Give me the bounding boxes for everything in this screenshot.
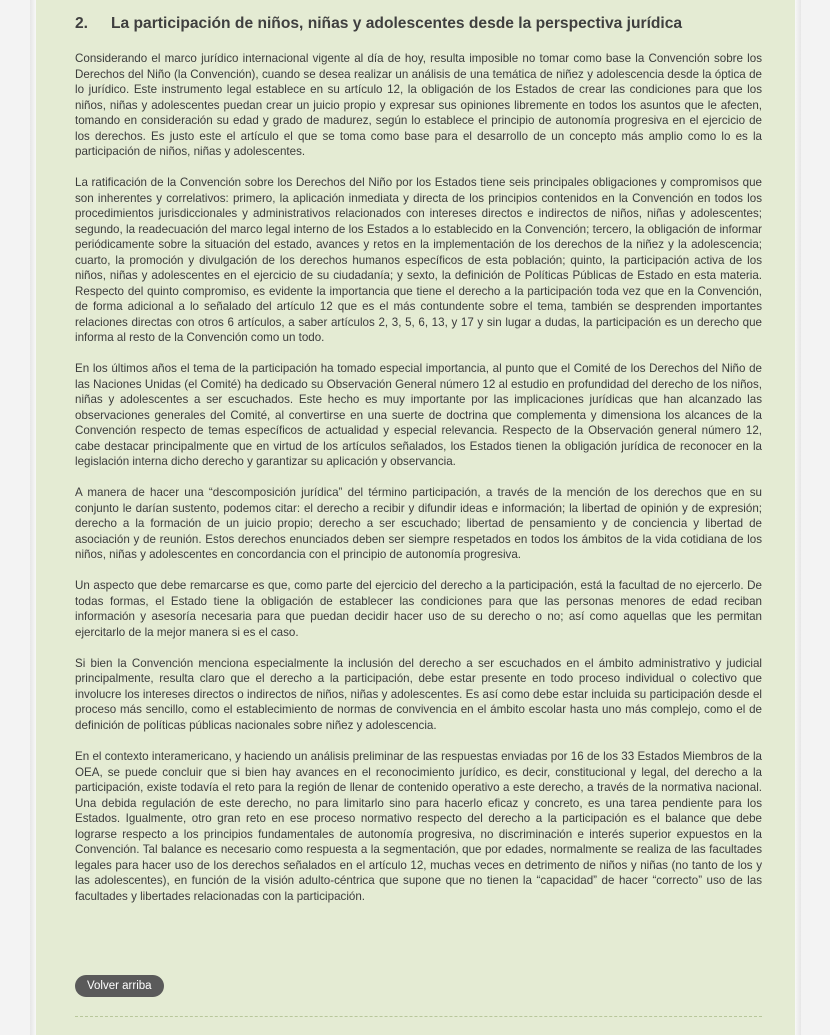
paragraph-5: Un aspecto que debe remarcarse es que, como parte del ejercicio del derecho a la participación, está la facultad de no ejercerlo. De todas formas, el Estado tiene la obligación de establecer las condiciones para que las personas menores de edad reciban información y asesoría necesaria para que puedan decidir hacer uso de su derecho o no; así como aquellas que les permitan ejercitarlo de la mejor manera si es el caso. xyxy=(75,579,762,639)
paragraph-1: Considerando el marco jurídico internacional vigente al día de hoy, resulta imposible no tomar como base la Convención sobre los Derechos del Niño (la Convención), cuando se desea realizar un análisis de una temática de niñez y adolescencia desde la óptica de lo jurídico. Este instrumento legal establece en su artículo 12, la obligación de los Estados de crear las condiciones para que los niños, niñas y adolescentes puedan crear un juicio propio y expresar sus opiniones libremente en todos los asuntos que le afecten, tomando en consideración su edad y grado de madurez, según lo establece el principio de autonomía progresiva en el ejercicio de los derechos. Es justo este el artículo el que se toma como base para el desarrollo de un concepto más amplio como lo es la participación de niños, niñas y adolescentes. xyxy=(75,52,762,158)
section-heading xyxy=(75,14,762,34)
back-to-top-button[interactable]: Volver arriba xyxy=(75,975,164,997)
article-section xyxy=(75,14,762,920)
section-number: 2. xyxy=(75,15,89,32)
section-title: La participación de niños, niñas y adolescentes desde la perspectiva jurídica xyxy=(111,15,683,32)
paragraph-4: A manera de hacer una “descomposición jurídica” del término participación, a través de la mención de los derechos que en su conjunto le darían sustento, podemos citar: el derecho a recibir y difundir ideas e información; la libertad de opinión y de expresión; derecho a la formación de un juicio propio; derecho a ser escuchado; libertad de pensamiento y de conciencia y libertad de asociación y de reunión. Estos derechos enunciados deben ser siempre respetados en todos los ámbitos de la vida cotidiana de los niños, niñas y adolescentes en concordancia con el principio de autonomía progresiva. xyxy=(75,486,762,562)
paragraph-6: Si bien la Convención menciona especialmente la inclusión del derecho a ser escuchados en el ámbito administrativo y judicial principalmente, resulta claro que el derecho a la participación, debe estar presente en todo proceso individual o colectivo que involucre los intereses directos o indirectos de niños, niñas y adolescentes. Es así como debe estar incluida su participación desde el proceso más sencillo, como el establecimiento de normas de convivencia en el ámbito escolar hasta uno más complejo, como el de definición de políticas públicas nacionales sobre niñez y adolescencia. xyxy=(75,656,762,732)
paragraph-3: En los últimos años el tema de la participación ha tomado especial importancia, al punto que el Comité de los Derechos del Niño de las Naciones Unidas (el Comité) ha dedicado su Observación General número 12 al estudio en profundidad del derecho de los niños, niñas y adolescentes a ser escuchados. Este hecho es muy importante por las implicaciones jurídicas que han alcanzado las observaciones generales del Comité, al convertirse en una suerte de doctrina que complementa y dimensiona los alcances de la Convención respecto de temas específicos de actualidad y especial relevancia. Respecto de la Observación general número 12, cabe destacar principalmente que en virtud de los artículos señalados, los Estados tienen la obligación jurídica de reconocer en la legislación interna dicho derecho y garantizar su aplicación y observancia. xyxy=(75,362,762,469)
paragraph-7: En el contexto interamericano, y haciendo un análisis preliminar de las respuestas enviadas por 16 de los 33 Estados Miembros de la OEA, se puede concluir que si bien hay avances en el reconocimiento jurídico, es decir, constitucional y legal, del derecho a la participación, existe todavía el reto para la región de llenar de contenido operativo a este derecho, a través de la normativa nacional. Una debida regulación de este derecho, no para limitarlo sino para hacerlo eficaz y concreto, es una tarea pendiente para los Estados. Igualmente, otro gran reto en ese proceso normativo respecto del derecho a la participación es el balance que debe lograrse respecto a los principios fundamentales de autonomía progresiva, no discriminación e interés superior expuestos en la Convención. Tal balance es necesario como respuesta a la segmentación, que por edades, normalmente se realiza de las facultades legales para hacer uso de los derechos señalados en el artículo 12, muchas veces en detrimento de niños y niñas (no tanto de los y las adolescentes), en función de la visión adulto-céntrica que supone que no tienen la “capacidad” de hacer “correcto” uso de las facultades y libertades relacionadas con la participación. xyxy=(75,750,762,903)
paragraph-2: La ratificación de la Convención sobre los Derechos del Niño por los Estados tiene seis principales obligaciones y compromisos que son inherentes y correlativos: primero, la aplicación inmediata y directa de los principios contenidos en la Convención en todos los procedimientos jurisdiccionales y administrativos relacionados con intereses directos e indirectos de niños, niñas y adolescentes; segundo, la readecuación del marco legal interno de los Estados a lo establecido en la Convención; tercero, la obligación de informar periódicamente sobre la situación del estado, avances y retos en la implementación de los derechos de la niñez y la adolescencia; cuarto, la promoción y divulgación de los derechos humanos específicos de esta población; quinto, la participación activa de los niños, niñas y adolescentes en el ejercicio de su ciudadanía; y sexto, la definición de Políticas Públicas de Estado en esta materia. Respecto del quinto compromiso, es evidente la importancia que tiene el derecho a la participación toda vez que en la Convención, de forma adicional a lo señalado del artículo 12 que es el más contundente sobre el tema, también se desprenden importantes relaciones directas con otros 6 artículos, a saber artículos 2, 3, 5, 6, 13, y 17 y sin lugar a dudas, la participación es un derecho que informa al resto de la Convención como un todo. xyxy=(75,176,762,345)
panel-shadow-right xyxy=(795,0,801,1035)
dashed-divider xyxy=(75,1016,762,1017)
